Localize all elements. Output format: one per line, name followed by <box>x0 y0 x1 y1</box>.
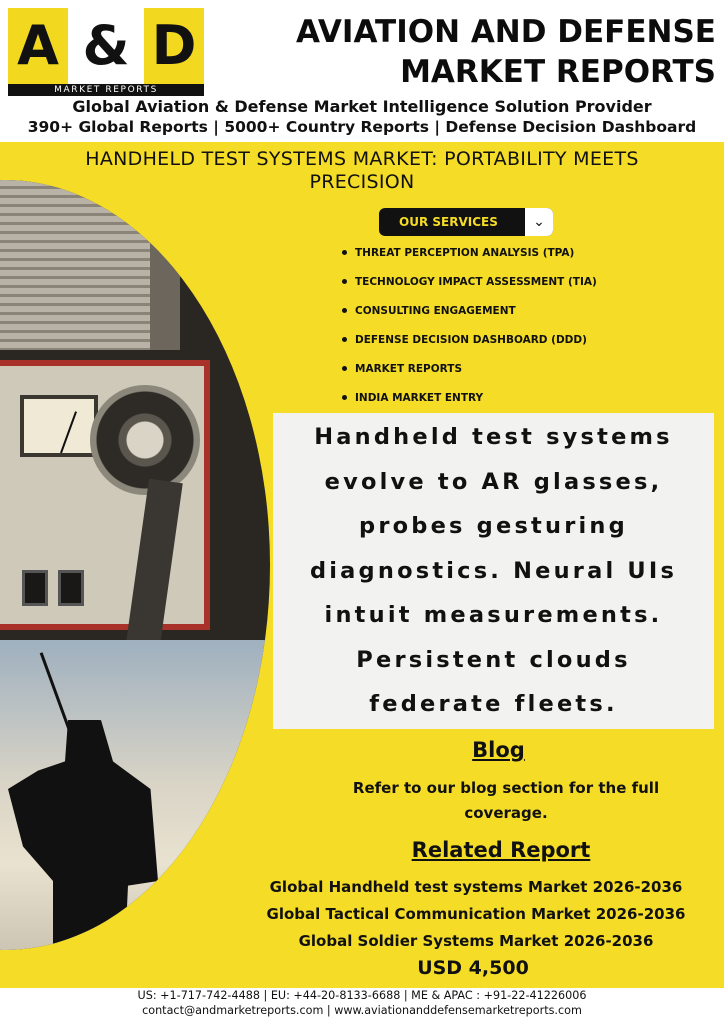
hero-image <box>0 180 270 950</box>
service-item[interactable]: INDIA MARKET ENTRY <box>342 391 597 420</box>
related-report-link[interactable]: Global Soldier Systems Market 2026-2036 <box>298 932 654 950</box>
speaker-illustration <box>90 385 200 495</box>
site-title-line2: MARKET REPORTS <box>400 54 716 90</box>
site-title <box>228 12 716 92</box>
related-report-link[interactable]: Global Tactical Communication Market 2026-2036 <box>266 905 686 923</box>
service-item[interactable]: DEFENSE DECISION DASHBOARD (DDD) <box>342 333 597 362</box>
summary-box <box>273 413 714 729</box>
bullet-icon <box>342 279 347 284</box>
our-services-dropdown[interactable] <box>379 208 553 236</box>
bullet-icon <box>342 366 347 371</box>
content-panel <box>0 142 724 988</box>
bullet-icon <box>342 395 347 400</box>
our-services-label: OUR SERVICES <box>399 215 498 229</box>
price-label: USD 4,500 <box>417 957 529 979</box>
service-item[interactable]: MARKET REPORTS <box>342 362 597 391</box>
bullet-icon <box>342 250 347 255</box>
service-item[interactable]: THREAT PERCEPTION ANALYSIS (TPA) <box>342 246 597 275</box>
services-list <box>342 246 597 420</box>
headline-line1: HANDHELD TEST SYSTEMS MARKET: PORTABILITY MEETS <box>85 148 639 170</box>
brand-logo[interactable] <box>8 8 204 94</box>
bullet-icon <box>342 308 347 313</box>
site-title-line1: AVIATION AND DEFENSE <box>296 14 716 50</box>
service-item[interactable]: TECHNOLOGY IMPACT ASSESSMENT (TIA) <box>342 275 597 304</box>
blog-heading[interactable]: Blog <box>472 738 525 762</box>
tagline: Global Aviation & Defense Market Intelligence Solution Provider <box>72 97 652 116</box>
toggle-switch-illustration <box>58 570 84 606</box>
bullet-icon <box>342 337 347 342</box>
toggle-switch-illustration <box>22 570 48 606</box>
footer-phones: US: +1-717-742-4488 | EU: +44-20-8133-6688 | ME & APAC : +91-22-41226006 <box>137 989 587 1002</box>
blog-text: Refer to our blog section for the full coverage. <box>352 779 660 822</box>
related-report-link[interactable]: Global Handheld test systems Market 2026-2036 <box>269 878 683 896</box>
meter-gauge-illustration <box>20 395 98 457</box>
logo-ampersand: & <box>82 14 130 77</box>
radio-grille-illustration <box>0 180 170 350</box>
related-report-list <box>228 874 724 955</box>
stats-line: 390+ Global Reports | 5000+ Country Reports | Defense Decision Dashboard <box>27 118 697 136</box>
logo-letter-a: A <box>8 8 68 84</box>
related-report-heading: Related Report <box>411 838 591 862</box>
logo-letter-d: D <box>144 8 204 84</box>
chevron-down-icon[interactable]: ⌄ <box>525 208 553 236</box>
logo-subtitle: MARKET REPORTS <box>8 84 204 96</box>
summary-text: Handheld test systems evolve to AR glasses, probes gesturing diagnostics. Neural UIs intuit measurements. Persistent clouds federate fleets. <box>309 424 678 718</box>
headline-line2: PRECISION <box>309 171 415 193</box>
service-item[interactable]: CONSULTING ENGAGEMENT <box>342 304 597 333</box>
footer-contact[interactable]: contact@andmarketreports.com | www.aviationanddefensemarketreports.com <box>142 1004 582 1017</box>
